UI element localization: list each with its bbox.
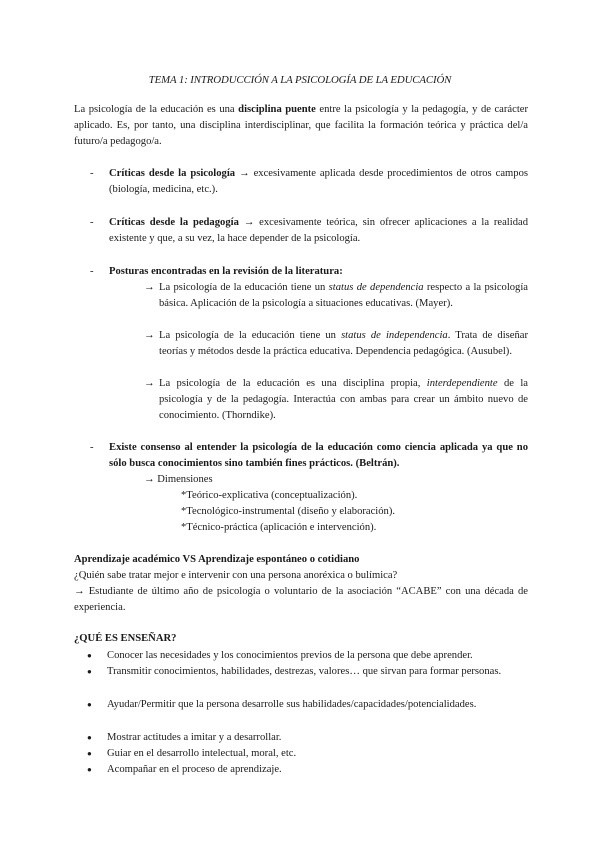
ensenar-item-text: Acompañar en el proceso de aprendizaje. xyxy=(107,764,282,775)
dash-marker: - xyxy=(90,168,94,179)
dash-marker: - xyxy=(90,442,94,453)
postura-text-pre: La psicología de la educación tiene un xyxy=(159,330,342,341)
intro-bold-term: disciplina puente xyxy=(238,104,316,115)
dimension-item: *Teórico-explicativa (conceptualización). xyxy=(181,490,358,501)
ensenar-item-text: Conocer las necesidades y los conocimientos previos de la persona que debe aprender. xyxy=(107,650,473,661)
dimensiones-text: Dimensiones xyxy=(157,474,213,485)
list-item xyxy=(87,648,528,664)
ensenar-item-text: Ayudar/Permitir que la persona desarrolle sus habilidades/capacidades/potencialidades. xyxy=(107,699,477,710)
list-item xyxy=(87,664,528,680)
ensenar-item-text: Guiar en el desarrollo intelectual, moral, etc. xyxy=(107,748,297,759)
postura-text-post: de la psicología y de la pedagogía. Interactúa con ambas para crear un ámbito nuevo de conocimiento. (Thorndike). xyxy=(159,378,528,422)
list-item-consenso xyxy=(90,440,528,472)
criticas-psicologia-text: → excesivamente aplicada desde procedimientos de otros campos (biología, medicina, etc.). xyxy=(109,168,529,196)
postura-text-post: . Trata de diseñar teorías y métodos desde la práctica educativa. Dependencia pedagógica. (Ausubel). xyxy=(159,330,529,358)
arrow-marker: → xyxy=(144,378,155,389)
list-item-criticas-psicologia xyxy=(90,166,528,198)
list-item-criticas-pedagogia xyxy=(90,215,528,247)
aprendizaje-answer-text: Estudiante de último año de psicología o voluntario de la asociación “ACABE” con una década de experiencia. xyxy=(74,586,528,614)
dash-marker: - xyxy=(90,217,94,228)
criticas-psicologia-label: Críticas desde la psicología xyxy=(109,168,236,179)
bullet-marker: ● xyxy=(87,749,92,758)
page-title: TEMA 1: INTRODUCCIÓN A LA PSICOLOGÍA DE LA EDUCACIÓN xyxy=(148,74,452,86)
ensenar-item-text: Mostrar actitudes a imitar y a desarrollar. xyxy=(107,732,282,743)
postura-italic-term: status de independencia xyxy=(341,330,448,341)
posturas-heading: Posturas encontradas en la revisión de la literatura: xyxy=(109,266,343,277)
postura-text-post: respecto a la psicología básica. Aplicación de la psicología a situaciones educativas. (Mayer). xyxy=(159,282,528,310)
list-item xyxy=(87,762,528,778)
arrow-marker: → xyxy=(144,282,155,293)
bullet-marker: ● xyxy=(87,651,92,660)
aprendizaje-heading: Aprendizaje académico VS Aprendizaje espontáneo o cotidiano xyxy=(74,554,360,565)
bullet-marker: ● xyxy=(87,765,92,774)
list-item-posturas xyxy=(90,264,528,280)
dash-marker: - xyxy=(90,266,94,277)
postura-item-independencia xyxy=(144,328,528,360)
postura-item-interdependiente xyxy=(144,376,528,425)
consenso-text: Existe consenso al entender la psicología de la educación como ciencia aplicada ya que no sólo busca conocimientos sino también fines prácticos. (Beltrán). xyxy=(109,442,528,470)
ensenar-heading: ¿QUÉ ES ENSEÑAR? xyxy=(74,633,177,644)
aprendizaje-question: ¿Quién sabe tratar mejor e intervenir con una persona anoréxica o bulímica? xyxy=(74,570,398,581)
arrow-marker: → xyxy=(144,330,155,341)
postura-italic-term: status de dependencia xyxy=(328,282,424,293)
bullet-marker: ● xyxy=(87,667,92,676)
criticas-pedagogia-text: → excesivamente teórica, sin ofrecer aplicaciones a la realidad existente y que, a su vez, la hace depender de la psicología. xyxy=(109,217,528,245)
dimension-item: *Técnico-práctica (aplicación e intervención). xyxy=(181,522,377,533)
list-item xyxy=(87,730,528,746)
arrow-marker: → xyxy=(74,586,85,597)
criticas-pedagogia-label: Críticas desde la pedagogía xyxy=(109,217,239,228)
intro-text-pre: La psicología de la educación es una xyxy=(74,104,239,115)
dimensiones-label xyxy=(144,472,213,488)
postura-italic-term: interdependiente xyxy=(426,378,498,389)
dimension-item: *Tecnológico-instrumental (diseño y elaboración). xyxy=(181,506,396,517)
list-item xyxy=(87,746,528,762)
bullet-marker: ● xyxy=(87,733,92,742)
bullet-marker: ● xyxy=(87,700,92,709)
postura-text-pre: La psicología de la educación es una disciplina propia, xyxy=(159,378,427,389)
postura-item-dependencia xyxy=(144,280,528,312)
arrow-marker: → xyxy=(144,474,155,485)
ensenar-item-text: Transmitir conocimientos, habilidades, destrezas, valores… que sirvan para formar personas. xyxy=(107,666,502,677)
aprendizaje-answer xyxy=(74,584,528,616)
postura-text-pre: La psicología de la educación tiene un xyxy=(159,282,329,293)
list-item xyxy=(87,697,528,713)
intro-paragraph xyxy=(74,102,528,151)
intro-text-post: entre la psicología y la pedagogía, y de carácter aplicado. Es, por tanto, una disciplina interdisciplinar, que facilita la formación teórica y práctica del/a futuro/a pedagogo/a. xyxy=(74,104,528,148)
